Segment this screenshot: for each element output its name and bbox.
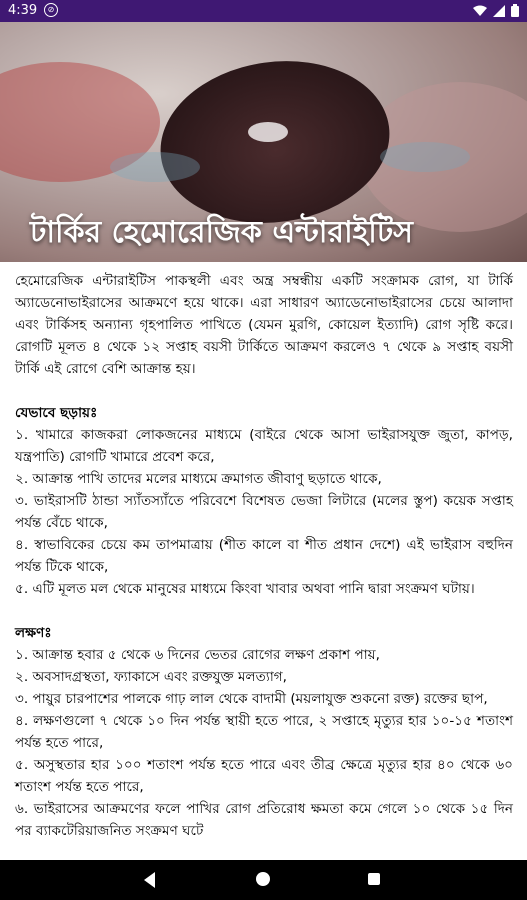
list-item: ২. আক্রান্ত পাখি তাদের মলের মাধ্যমে ক্রমাগত জীবাণু ছড়াতে থাকে, bbox=[15, 471, 382, 487]
spread-heading: যেভাবে ছড়ায়ঃ bbox=[15, 405, 98, 421]
status-time: 4:39 bbox=[8, 3, 38, 18]
list-item: ৫. এটি মূলত মল থেকে মানুষের মাধ্যমে কিংবা খাবার অথবা পানি দ্বারা সংক্রমণ ঘটায়। bbox=[15, 581, 475, 597]
list-item: ২. অবসাদগ্রস্থতা, ফ্যাকাসে এবং রক্তযুক্ত মলত্যাগ, bbox=[15, 669, 287, 685]
list-item: ৪. স্বাভাবিকের চেয়ে কম তাপমাত্রায় (শীত কালে বা শীত প্রধান দেশে) এই ভাইরাস বহুদিন পর্যন্ত টিকে থাকে, bbox=[15, 537, 513, 575]
intro-paragraph: হেমোরেজিক এন্টারাইটিস পাকস্থলী এবং অন্ত্র সম্বন্ধীয় একটি সংক্রামক রোগ, যা টার্কি অ্যাডেনোভাইরাসের আক্রমণে হয়ে থাকে। এরা সাধারণ অ্যাডেনোভাইরাসের চেয়ে আলাদা এবং টার্কিসহ অন্যান্য গৃহপালিত পাখিতে (যেমন মুরগি, কোয়েল ইত্যাদি) রোগ সৃষ্টি করে। রোগটি মূলত ৪ থেকে ১২ সপ্তাহ বয়সী টার্কিতে আক্রমণ করলেও ৭ থেকে ৯ সপ্তাহ বয়সী টার্কি এই রোগে বেশি আক্রান্ত হয়। bbox=[15, 273, 513, 377]
list-item: ৩. পায়ুর চারপাশের পালকে গাঢ় লাল থেকে বাদামী (ময়লাযুক্ত শুকনো রক্ত) রক্তের ছাপ, bbox=[15, 691, 488, 707]
circle-slash-icon: ⊘ bbox=[44, 3, 58, 17]
signal-icon bbox=[493, 5, 505, 17]
article-body bbox=[15, 270, 513, 842]
list-item: ৪. লক্ষণগুলো ৭ থেকে ১০ দিন পর্যন্ত স্থায়ী হতে পারে, ২ সপ্তাহে মৃত্যুর হার ১০-১৫ শতাংশ পর্যন্ত হতে পারে, bbox=[15, 713, 513, 751]
article-title: টার্কির হেমোরেজিক এন্টারাইটিস bbox=[30, 215, 413, 250]
recent-apps-icon[interactable] bbox=[368, 873, 380, 885]
back-icon[interactable] bbox=[144, 872, 155, 888]
home-icon[interactable] bbox=[256, 872, 270, 886]
wifi-icon bbox=[473, 5, 487, 17]
list-item: ৬. ভাইরাসের আক্রমণের ফলে পাখির রোগ প্রতিরোধ ক্ষমতা কমে গেলে ১০ থেকে ১৫ দিন পর ব্যাকটেরিয়াজনিত সংক্রমণ ঘটে bbox=[15, 801, 513, 839]
battery-icon bbox=[511, 4, 519, 17]
status-bar bbox=[0, 0, 527, 22]
symptoms-heading: লক্ষণঃ bbox=[15, 625, 52, 641]
list-item: ১. আক্রান্ত হবার ৫ থেকে ৬ দিনের ভেতর রোগের লক্ষণ প্রকাশ পায়, bbox=[15, 647, 380, 663]
list-item: ১. খামারে কাজকরা লোকজনের মাধ্যমে (বাইরে থেকে আসা ভাইরাসযুক্ত জুতা, কাপড়, যন্ত্রপাতি) রোগটি খামারে প্রবেশ করে, bbox=[15, 427, 513, 465]
hero-image bbox=[0, 22, 527, 262]
navigation-bar bbox=[0, 860, 527, 900]
list-item: ৫. অসুস্থতার হার ১০০ শতাংশ পর্যন্ত হতে পারে এবং তীব্র ক্ষেত্রে মৃত্যুর হার ৪০ থেকে ৬০ শতাংশ পর্যন্ত হতে পারে, bbox=[15, 757, 513, 795]
status-icons bbox=[473, 4, 519, 17]
list-item: ৩. ভাইরাসটি ঠান্ডা স্যাঁতস্যাঁতে পরিবেশে বিশেষত ভেজা লিটারে (মলের স্তুপ) কয়েক সপ্তাহ পর্যন্ত বেঁচে থাকে, bbox=[15, 493, 513, 531]
